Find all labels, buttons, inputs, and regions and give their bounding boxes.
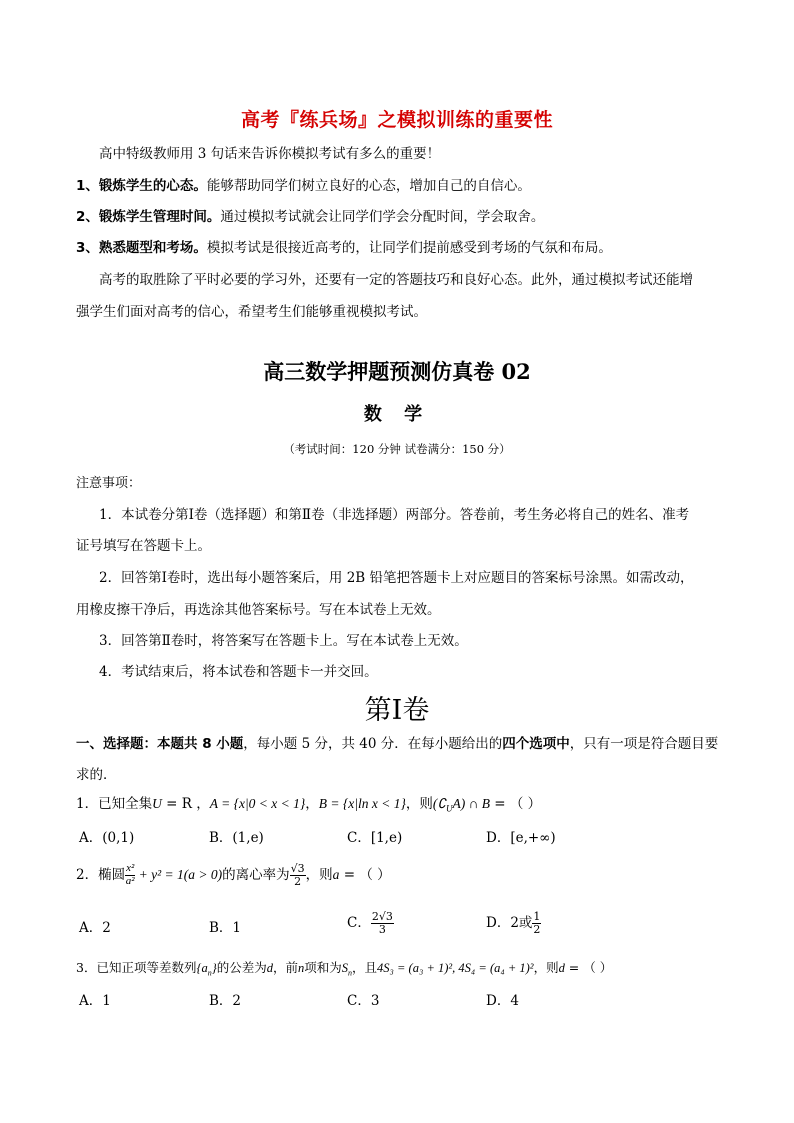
frac-denominator: a² [125, 875, 135, 887]
q1-text: 1．已知全集 [76, 796, 153, 812]
section-text-2: ，只有一项是符合题目要 [569, 736, 719, 752]
promo-point-2 [76, 207, 544, 227]
section-heading-line2: 求的． [76, 767, 117, 783]
promo-point-1 [76, 176, 531, 196]
q2-option-b: B．1 [209, 920, 242, 936]
q3-var: d [266, 961, 273, 975]
frac-numerator: √3 [290, 862, 305, 876]
q1-option-c: C．[1,e) [347, 830, 403, 846]
q3-seq-part: {a [196, 961, 208, 975]
q3-text: ，则 [533, 960, 559, 975]
note-line: 3．回答第Ⅱ卷时，将答案写在答题卡上。写在本试卷上无效。 [99, 633, 468, 649]
q1-option-d: D．[e,+∞) [486, 830, 556, 846]
q1-text: = （ ） [489, 796, 542, 812]
point-text: 通过模拟考试就会让同学们学会分配时间，学会取舍。 [220, 209, 545, 225]
q2-fraction [125, 863, 135, 887]
note-line: 1．本试卷分第Ⅰ卷（选择题）和第Ⅱ卷（非选择题）两部分。答卷前，考生务必将自己的姓名、准考 [99, 507, 690, 523]
q2-option-d [486, 908, 541, 938]
point-heading: 锻炼学生的心态。 [98, 178, 207, 194]
option-label: D．2或 [486, 915, 533, 931]
q1-option-b: B．(1,e) [209, 830, 264, 846]
q3-text: ，前 [272, 960, 298, 975]
q3-seq-part: } [211, 961, 217, 975]
q2-option-a: A．2 [79, 920, 111, 936]
note-line: 4．考试结束后，将本试卷和答题卡一并交回。 [99, 664, 378, 680]
q1-text: ，则 [405, 796, 433, 812]
note-line: 2．回答第Ⅰ卷时，选出每小题答案后，用 2B 铅笔把答题卡上对应题目的答案标号涂黑。如需改动， [99, 570, 694, 586]
q2-text: ，则 [305, 867, 333, 883]
q2-eccentricity [290, 863, 306, 887]
q1-math: = R ， [161, 796, 210, 812]
point-heading: 锻炼学生管理时间。 [98, 209, 221, 225]
q1-option-a: A．(0,1) [79, 830, 135, 846]
q2-equation: + y² = 1(a > 0) [135, 867, 223, 882]
q3-var: n [298, 961, 305, 975]
exam-title: 高三数学押题预测仿真卷 02 [263, 359, 531, 384]
q3-text: ，且 [352, 960, 378, 975]
point-text: 模拟考试是很接近高考的，让同学们提前感受到考场的气氛和布局。 [206, 240, 612, 256]
q1-math: U [152, 796, 162, 811]
frac-denominator: 3 [378, 923, 386, 936]
q2-var: a [332, 867, 340, 882]
q3-option-d: D．4 [486, 993, 519, 1009]
q3-equations: 4S₃ = (a₃ + 1)², 4S₄ = (a₄ + 1)² [377, 961, 534, 975]
exam-info: （考试时间：120 分钟 试卷满分：150 分） [283, 442, 511, 456]
point-number: 3、 [76, 240, 99, 256]
section-bold-1: 本题共 8 小题 [157, 736, 244, 752]
point-text: 能够帮助同学们树立良好的心态，增加自己的自信心。 [206, 178, 531, 194]
q3-option-a: A．1 [79, 993, 111, 1009]
frac-denominator: 2 [533, 923, 541, 936]
q3-text: = （ ） [564, 960, 613, 975]
q3-text: 的公差为 [216, 960, 267, 975]
point-number: 1、 [76, 178, 99, 194]
q1-expr-part: (∁ [432, 796, 446, 811]
q3-text: 3．已知正项等差数列 [76, 960, 197, 975]
q3-sum-part: S [341, 961, 349, 975]
promo-closing-line2: 强学生们面对高考的信心，希望考生们能够重视模拟考试。 [76, 304, 427, 320]
question-2-stem [76, 858, 391, 892]
q3-sequence [196, 961, 217, 978]
promo-closing-line1: 高考的取胜除了平时必要的学习外，还要有一定的答题技巧和良好心态。此外，通过模拟考试还能增 [99, 272, 693, 288]
q1-set-b: B = {x|ln x < 1} [318, 796, 406, 811]
q1-text: ， [305, 796, 319, 812]
notes-heading: 注意事项： [76, 476, 142, 491]
q2-option-c [347, 908, 394, 938]
point-number: 2、 [76, 209, 99, 225]
q3-sum [341, 961, 353, 978]
frac-denominator: 2 [294, 875, 302, 888]
q1-expr [432, 796, 490, 814]
q2-text: 的离心率为 [222, 867, 290, 883]
frac-numerator: 2√3 [371, 910, 393, 924]
q3-option-c: C．3 [347, 993, 380, 1009]
part-title: 第Ⅰ卷 [364, 695, 430, 726]
promo-intro: 高中特级教师用 3 句话来告诉你模拟考试有多么的重要！ [99, 146, 441, 162]
option-fraction [532, 911, 541, 935]
q3-seq-sub: n [207, 968, 212, 978]
q1-expr-sub: U [445, 803, 453, 814]
point-heading: 熟悉题型和考场。 [98, 240, 207, 256]
q1-set-a: A = {x|0 < x < 1} [209, 796, 306, 811]
question-3-stem [76, 958, 612, 984]
q2-text: = （ ） [339, 867, 391, 883]
section-prefix: 一、选择题： [76, 736, 157, 752]
section-text-1: ，每小题 5 分，共 40 分．在每小题给出的 [243, 736, 503, 752]
q3-sum-sub: n [348, 968, 353, 978]
question-1-stem [76, 794, 541, 819]
promo-point-3 [76, 238, 612, 258]
q2-text: 2．椭圆 [76, 867, 126, 883]
section-bold-2: 四个选项中 [502, 736, 570, 752]
q1-expr-part: A) ∩ B [452, 796, 490, 811]
q3-option-b: B．2 [209, 993, 242, 1009]
exam-subject: 数 学 [363, 404, 431, 425]
note-line: 用橡皮擦干净后，再选涂其他答案标号。写在本试卷上无效。 [76, 602, 441, 618]
frac-numerator: x² [126, 862, 135, 875]
note-line: 证号填写在答题卡上。 [76, 538, 211, 554]
option-fraction [371, 911, 394, 935]
option-label: C． [347, 915, 371, 931]
q3-text: 项和为 [304, 960, 342, 975]
section-heading [76, 734, 718, 754]
frac-numerator: 1 [533, 910, 541, 924]
promo-title: 高考『练兵场』之模拟训练的重要性 [240, 109, 553, 131]
q3-var: d [558, 961, 565, 975]
